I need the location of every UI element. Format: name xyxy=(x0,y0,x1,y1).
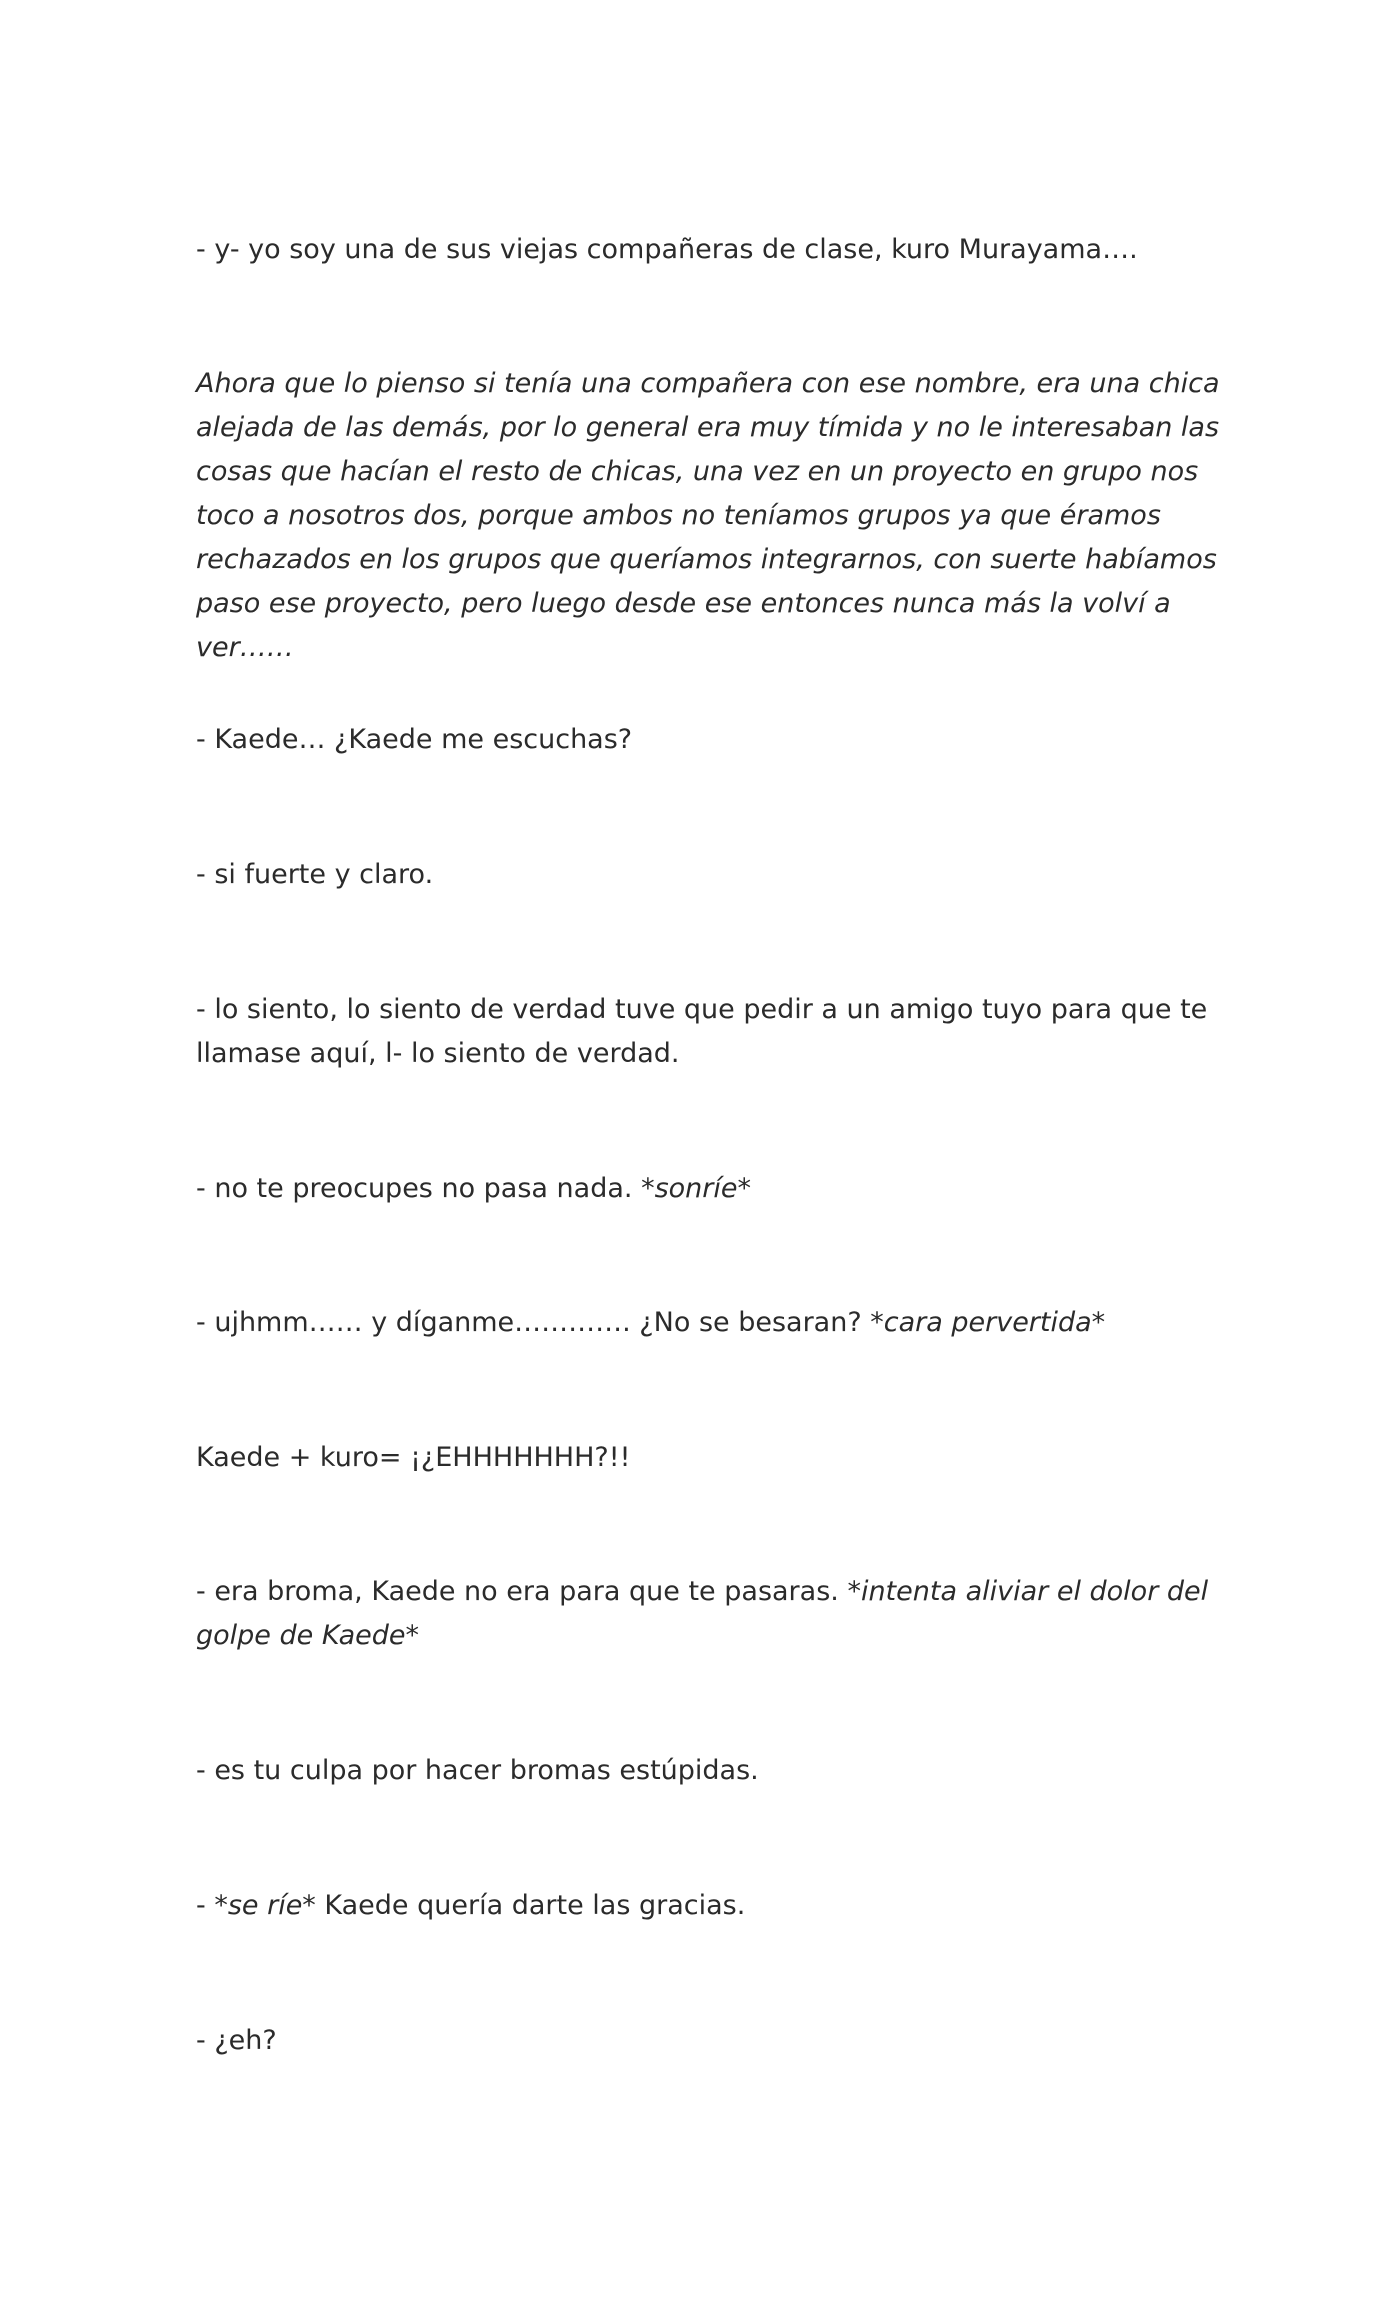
dialogue-line xyxy=(196,1570,1236,1658)
dialogue-text: Kaede quería darte las gracias. xyxy=(315,1890,746,1921)
dialogue-line xyxy=(196,1301,1236,1345)
dialogue-text: - es tu culpa por hacer bromas estúpidas. xyxy=(196,1755,759,1786)
narration-paragraph xyxy=(196,362,1236,670)
action-text: *intenta aliviar el dolor del golpe de Kaede* xyxy=(196,1576,1209,1651)
dialogue-text: - lo siento, lo siento de verdad tuve que pedir a un amigo tuyo para que te llamase aquí, l- lo siento de verdad. xyxy=(196,994,1208,1069)
narration-text: Ahora que lo pienso si tenía una compañera con ese nombre, era una chica alejada de las demás, por lo general era muy tímida y no le interesaban las cosas que hacían el resto de chicas, una vez en un proyecto en grupo nos toco a nosotros dos, porque ambos no teníamos grupos ya que éramos rechazados en los grupos que queríamos integrarnos, con suerte habíamos paso ese proyecto, pero luego desde ese entonces nunca más la volví a ver…… xyxy=(196,368,1220,663)
dialogue-text: - ¿eh? xyxy=(196,2025,277,2056)
dialogue-line xyxy=(196,718,1236,762)
dialogue-line xyxy=(196,988,1236,1076)
dialogue-line xyxy=(196,1884,1236,1928)
dialogue-text: Kaede + kuro= ¡¿EHHHHHHH?!! xyxy=(196,1442,631,1473)
dialogue-line xyxy=(196,853,1236,897)
dialogue-text: - era broma, Kaede no era para que te pasaras. xyxy=(196,1576,848,1607)
dialogue-text: - ujhmm…… y díganme…………. ¿No se besaran? xyxy=(196,1307,871,1338)
dialogue-text: - si fuerte y claro. xyxy=(196,859,434,890)
dialogue-line xyxy=(196,2019,1236,2063)
dialogue-prefix: - xyxy=(196,1890,215,1921)
dialogue-line xyxy=(196,1436,1236,1480)
dialogue-line xyxy=(196,228,1236,272)
action-text: *sonríe* xyxy=(641,1173,751,1204)
dialogue-text: - y- yo soy una de sus viejas compañeras de clase, kuro Murayama…. xyxy=(196,234,1138,265)
dialogue-line xyxy=(196,1749,1236,1793)
dialogue-text: - Kaede… ¿Kaede me escuchas? xyxy=(196,724,633,755)
dialogue-line xyxy=(196,1167,1236,1211)
action-text: *cara pervertida* xyxy=(870,1307,1106,1338)
action-text: *se ríe* xyxy=(214,1890,316,1921)
dialogue-text: - no te preocupes no pasa nada. xyxy=(196,1173,642,1204)
